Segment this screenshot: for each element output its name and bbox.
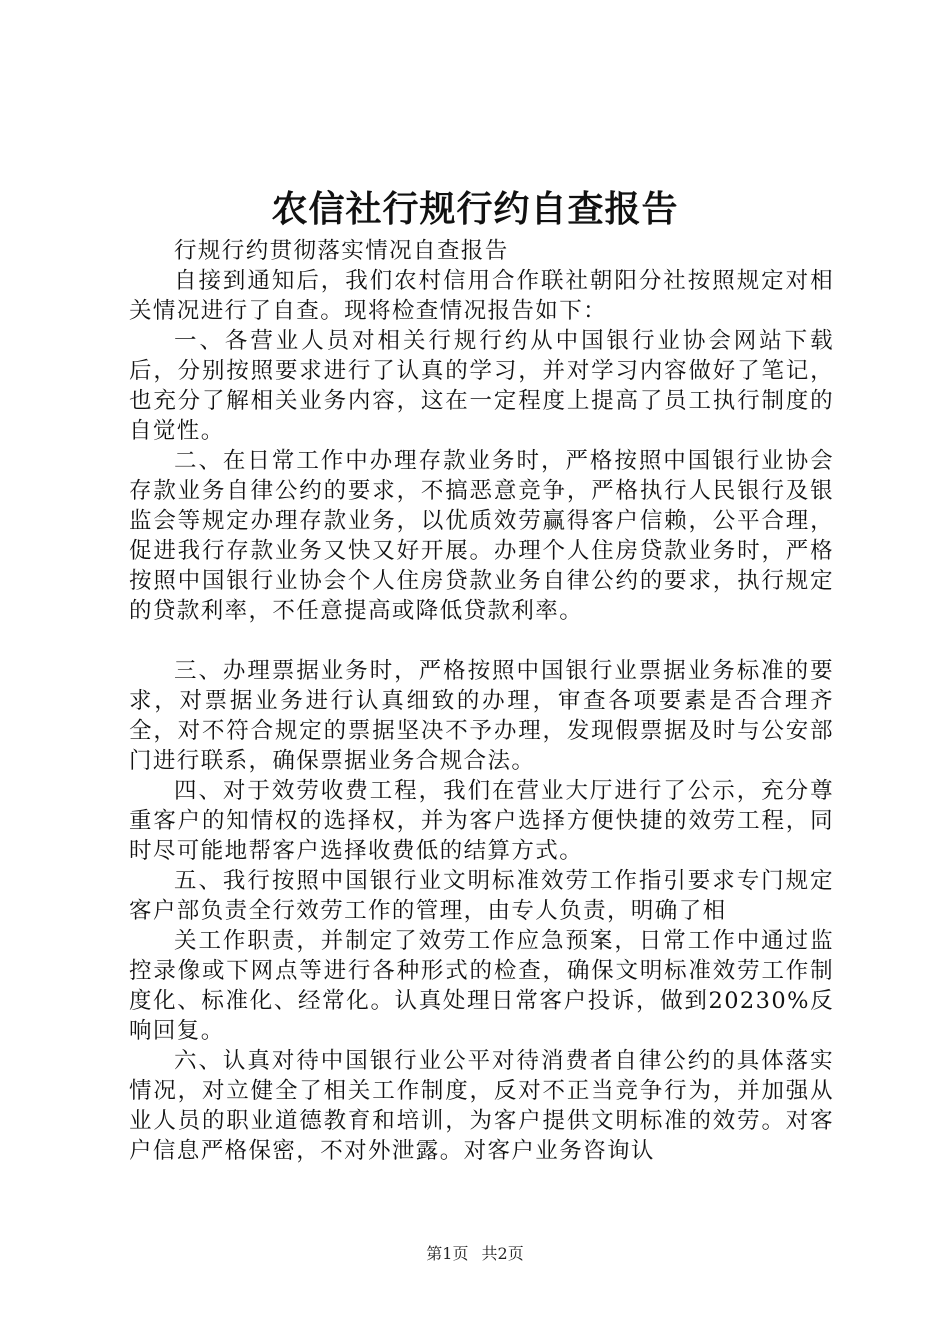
paragraph-section-6: 六、认真对待中国银行业公平对待消费者自律公约的具体落实情况，对立健全了相关工作制度，反对不正当竞争行为，并加强从业人员的职业道德教育和培训，为客户提供文明标准的效劳。对客户信息严格保密，不对外泄露。对客户业务咨询认 [129, 1048, 834, 1164]
paragraph-section-4: 四、对于效劳收费工程，我们在营业大厅进行了公示，充分尊重客户的知情权的选择权，并为客户选择方便快捷的效劳工程，同时尽可能地帮客户选择收费低的结算方式。 [129, 778, 834, 864]
page-footer [0, 1244, 950, 1264]
paragraph-section-5: 五、我行按照中国银行业文明标准效劳工作指引要求专门规定客户部负责全行效劳工作的管理，由专人负责，明确了相 [129, 868, 834, 924]
paragraph-section-2: 二、在日常工作中办理存款业务时，严格按照中国银行业协会存款业务自律公约的要求，不搞恶意竞争，严格执行人民银行及银监会等规定办理存款业务，以优质效劳赢得客户信赖，公平合理，促进我行存款业务又快又好开展。办理个人住房贷款业务时，严格按照中国银行业协会个人住房贷款业务自律公约的要求，执行规定的贷款利率，不任意提高或降低贷款利率。 [129, 448, 834, 624]
document-title: 农信社行规行约自查报告 [271, 188, 679, 230]
paragraph-section-1: 一、各营业人员对相关行规行约从中国银行业协会网站下载后，分别按照要求进行了认真的学习，并对学习内容做好了笔记，也充分了解相关业务内容，这在一定程度上提高了员工执行制度的自觉性。 [129, 328, 834, 444]
paragraph-intro: 自接到通知后，我们农村信用合作联社朝阳分社按照规定对相关情况进行了自查。现将检查情况报告如下： [129, 268, 834, 324]
paragraph-section-3: 三、办理票据业务时，严格按照中国银行业票据业务标准的要求，对票据业务进行认真细致的办理，审查各项要素是否合理齐全，对不符合规定的票据坚决不予办理，发现假票据及时与公安部门进行联系，确保票据业务合规合法。 [129, 658, 834, 774]
page-number: 第1页 [426, 1244, 469, 1263]
paragraph-subtitle: 行规行约贯彻落实情况自查报告 [174, 238, 509, 264]
page-total: 共2页 [481, 1244, 524, 1263]
document-body [129, 236, 834, 1166]
paragraph-section-5-continued: 关工作职责，并制定了效劳工作应急预案，日常工作中通过监控录像或下网点等进行各种形式的检查，确保文明标准效劳工作制度化、标准化、经常化。认真处理日常客户投诉，做到20230%反响回复。 [129, 928, 834, 1044]
